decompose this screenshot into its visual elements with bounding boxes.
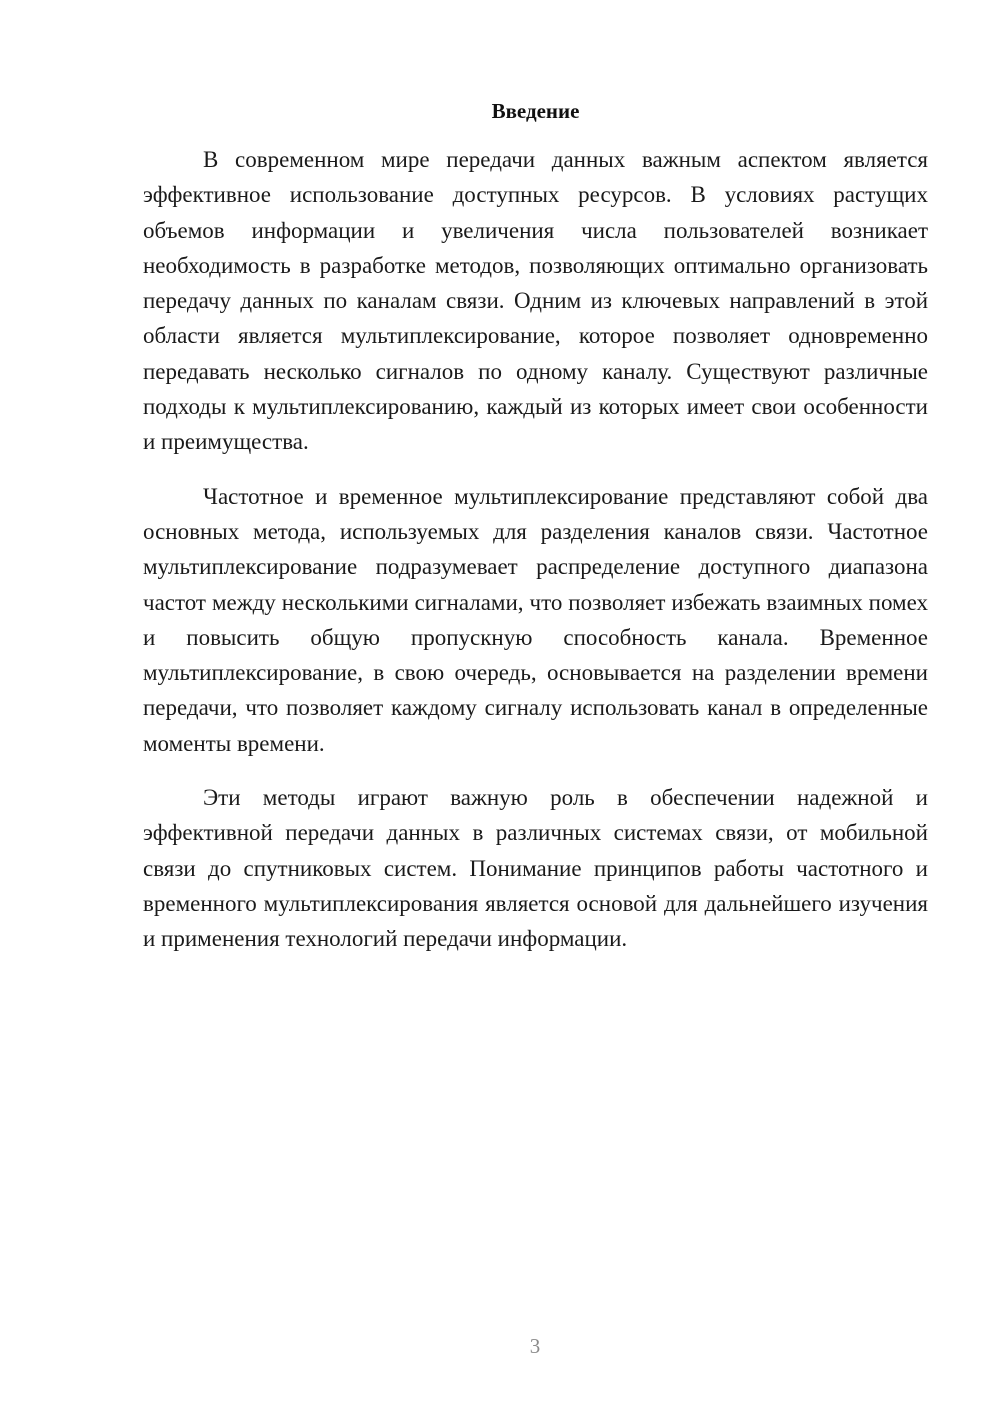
section-heading: Введение [491,99,580,123]
paragraph-2: Частотное и временное мультиплексирование представляют собой два основных метода, используемых для разделения каналов связи. Частотное мультиплексирование подразумевает распределение доступного диапазона частот между несколькими сигналами, что позволяет избежать взаимных помех и повысить общую пропускную способность канала. Временное мультиплексирование, в свою очередь, основывается на разделении времени передачи, что позволяет каждому сигналу использовать канал в определенные моменты времени. [143,483,928,756]
page-number: 3 [529,1334,541,1358]
body-text [143,142,928,976]
paragraph-1: В современном мире передачи данных важным аспектом является эффективное использование доступных ресурсов. В условиях растущих объемов информации и увеличения числа пользователей возникает необходимость в разработке методов, позволяющих оптимально организовать передачу данных по каналам связи. Одним из ключевых направлений в этой области является мультиплексирование, которое позволяет одновременно передавать несколько сигналов по одному каналу. Существуют различные подходы к мультиплексированию, каждый из которых имеет свои особенности и преимущества. [143,147,928,455]
paragraph-3: Эти методы играют важную роль в обеспечении надежной и эффективной передачи данных в различных системах связи, от мобильной связи до спутниковых систем. Понимание принципов работы частотного и временного мультиплексирования является основой для дальнейшего изучения и применения технологий передачи информации. [143,785,928,952]
